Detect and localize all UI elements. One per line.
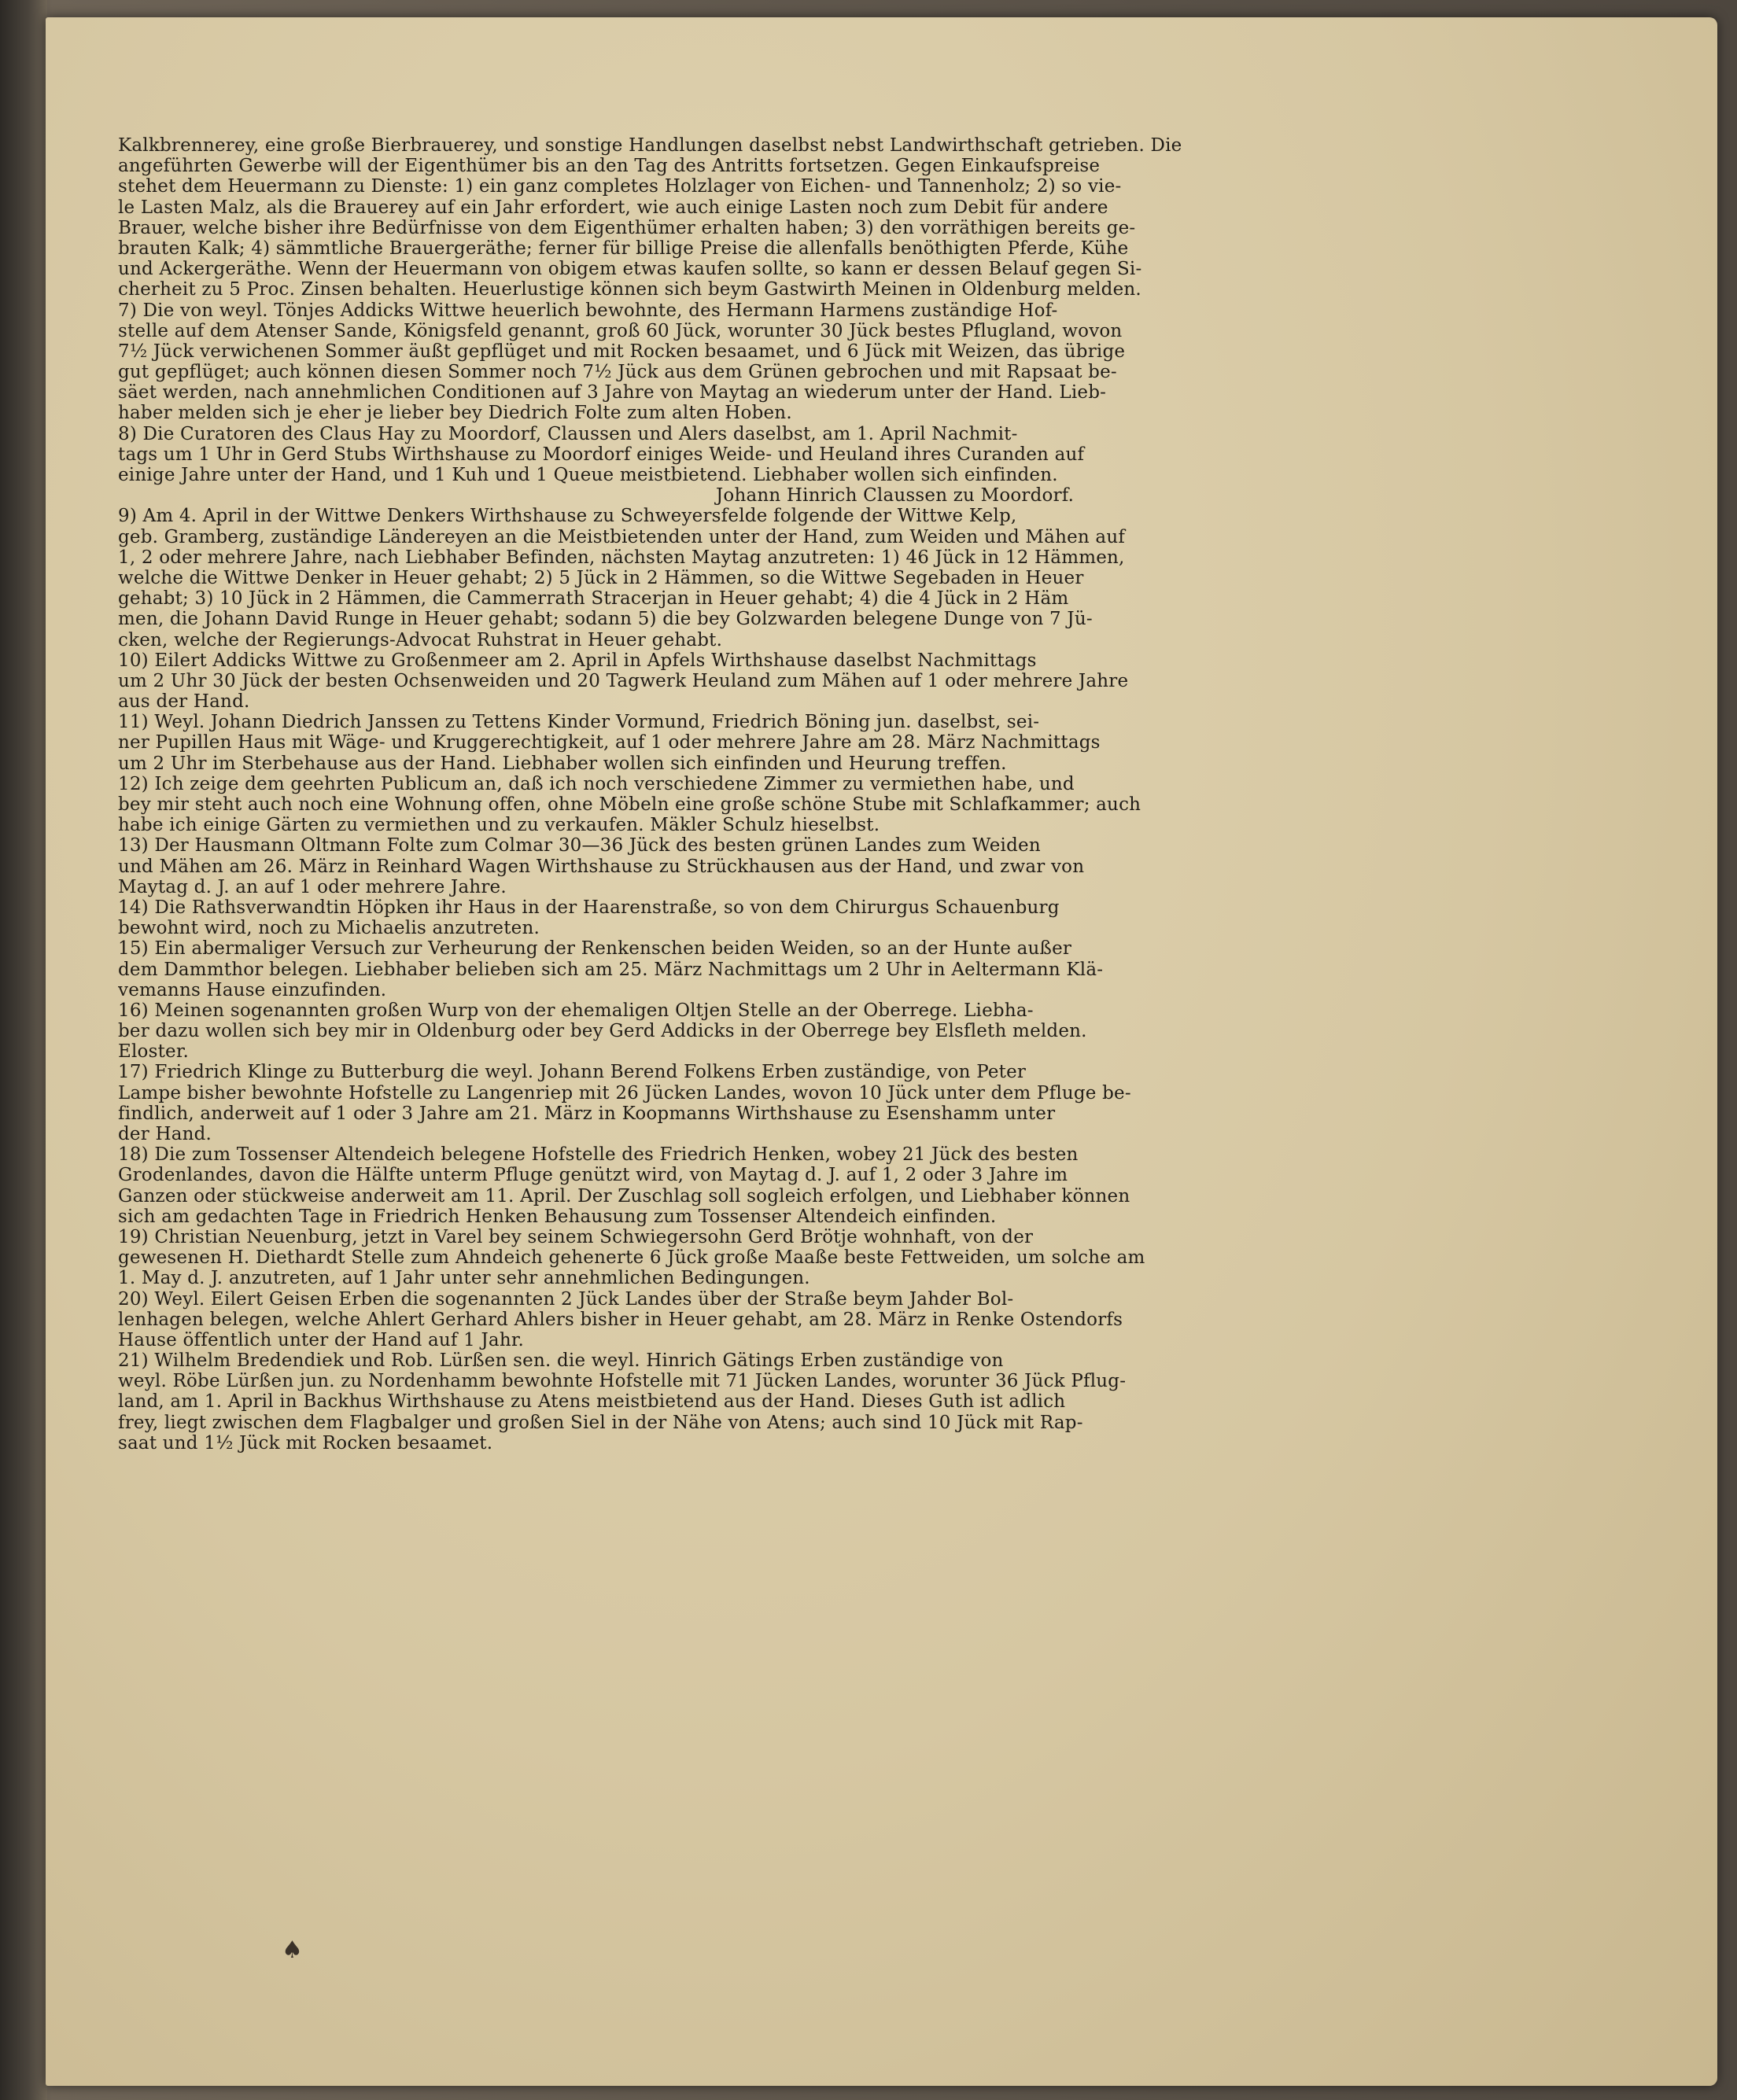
text-line: bey mir steht auch noch eine Wohnung offen, ohne Möbeln eine große schöne Stube mit Schlafkammer; auch [118,794,1141,815]
text-line: geb. Gramberg, zuständige Ländereyen an die Meistbietenden unter der Hand, zum Weiden und Mähen auf [118,526,1126,547]
book-gutter [0,0,47,2100]
document-page [46,17,1717,2086]
text-line: saat und 1½ Jück mit Rocken besaamet. [118,1432,493,1453]
page-mark: ♠ [282,1936,303,1964]
text-line: 7½ Jück verwichenen Sommer äußt gepflüget und mit Rocken besaamet, und 6 Jück mit Weizen, das übrige [118,341,1126,362]
text-line: und Ackergeräthe. Wenn der Heuermann von obigem etwas kaufen sollte, so kann er dessen Belauf gegen Si- [118,259,1142,280]
text-line: um 2 Uhr 30 Jück der besten Ochsenweiden und 20 Tagwerk Heuland zum Mähen auf 1 oder mehrere Jahre [118,670,1129,691]
text-line: land, am 1. April in Backhus Wirthshause zu Atens meistbietend aus der Hand. Dieses Guth ist adlich [118,1391,1066,1413]
text-line: Maytag d. J. an auf 1 oder mehrere Jahre. [118,876,507,897]
text-line: angeführten Gewerbe will der Eigenthümer bis an den Tag des Antritts fortsetzen. Gegen Einkaufspreise [118,156,1101,177]
text-line: 1. May d. J. anzutreten, auf 1 Jahr unter sehr annehmlichen Bedingungen. [118,1268,810,1289]
text-line: gehabt; 3) 10 Jück in 2 Hämmen, die Cammerrath Stracerjan in Heuer gehabt; 4) die 4 Jück in 2 Häm [118,588,1069,610]
text-line: bewohnt wird, noch zu Michaelis anzutreten. [118,918,540,939]
text-line: 15) Ein abermaliger Versuch zur Verheurung der Renkenschen beiden Weiden, so an der Hunte außer [118,938,1072,960]
text-line: 12) Ich zeige dem geehrten Publicum an, daß ich noch verschiedene Zimmer zu vermiethen habe, und [118,773,1075,794]
page-text [118,135,1640,1453]
text-line: weyl. Röbe Lürßen jun. zu Nordenhamm bewohnte Hofstelle mit 71 Jücken Landes, worunter 36 Jück Pflug- [118,1371,1127,1392]
text-line: gut gepflüget; auch können diesen Sommer noch 7½ Jück aus dem Grünen gebrochen und mit Rapsaat be- [118,362,1117,383]
text-line: Lampe bisher bewohnte Hofstelle zu Langenriep mit 26 Jücken Landes, wovon 10 Jück unter dem Pfluge be- [118,1082,1131,1103]
text-line: Eloster. [118,1041,190,1063]
text-line: sich am gedachten Tage in Friedrich Henken Behausung zum Tossenser Altendeich einfinden. [118,1206,997,1227]
text-line: Johann Hinrich Claussen zu Moordorf. [716,485,1075,507]
text-line: Brauer, welche bisher ihre Bedürfnisse von dem Eigenthümer erhalten haben; 3) den vorräthigen bereits ge- [118,217,1136,238]
text-line: cherheit zu 5 Proc. Zinsen behalten. Heuerlustige können sich beym Gastwirth Meinen in Oldenburg melden. [118,279,1141,300]
text-line: gewesenen H. Diethardt Stelle zum Ahndeich gehenerte 6 Jück große Maaße beste Fettweiden, um solche am [118,1247,1145,1269]
text-line: vemanns Hause einzufinden. [118,979,387,1000]
text-line: der Hand. [118,1124,212,1144]
text-line: ber dazu wollen sich bey mir in Oldenburg oder bey Gerd Addicks in der Oberrege bey Elsfleth melden. [118,1021,1087,1042]
text-line: einige Jahre unter der Hand, und 1 Kuh und 1 Queue meistbietend. Liebhaber wollen sich einfinden. [118,465,1058,485]
text-line: säet werden, nach annehmlichen Conditionen auf 3 Jahre von Maytag an wiederum unter der Hand. Lieb- [118,382,1107,403]
text-line: 11) Weyl. Johann Diedrich Janssen zu Tettens Kinder Vormund, Friedrich Böning jun. daselbst, sei- [118,712,1040,733]
text-line: 21) Wilhelm Bredendiek und Rob. Lürßen sen. die weyl. Hinrich Gätings Erben zuständige von [118,1350,1004,1372]
text-line: welche die Wittwe Denker in Heuer gehabt; 2) 5 Jück in 2 Hämmen, so die Wittwe Segebaden in Heuer [118,567,1084,588]
text-line: stelle auf dem Atenser Sande, Königsfeld genannt, groß 60 Jück, worunter 30 Jück bestes Pflugland, wovon [118,320,1123,341]
text-line: Hause öffentlich unter der Hand auf 1 Jahr. [118,1329,525,1350]
text-line: 1, 2 oder mehrere Jahre, nach Liebhaber Befinden, nächsten Maytag anzutreten: 1) 46 Jück in 12 Hämmen, [118,547,1125,568]
text-line: 16) Meinen sogenannten großen Wurp von der ehemaligen Oltjen Stelle an der Oberrege. Liebha- [118,1000,1034,1021]
text-line: Grodenlandes, davon die Hälfte unterm Pfluge genützt wird, von Maytag d. J. auf 1, 2 oder 3 Jahre im [118,1165,1068,1186]
text-line: Kalkbrennerey, eine große Bierbrauerey, und sonstige Handlungen daselbst nebst Landwirthschaft getrieben. Die [118,135,1182,156]
text-line: 10) Eilert Addicks Wittwe zu Großenmeer am 2. April in Apfels Wirthshause daselbst Nachmittags [118,650,1037,671]
text-line: aus der Hand. [118,691,250,713]
text-line: brauten Kalk; 4) sämmtliche Brauergeräthe; ferner für billige Preise die allenfalls benöthigten Pferde, Kühe [118,238,1129,259]
text-line: um 2 Uhr im Sterbehause aus der Hand. Liebhaber wollen sich einfinden und Heurung treffen. [118,753,1007,774]
text-line: frey, liegt zwischen dem Flagbalger und großen Siel in der Nähe von Atens; auch sind 10 Jück mit Rap- [118,1412,1083,1433]
text-line: 7) Die von weyl. Tönjes Addicks Wittwe heuerlich bewohnte, des Hermann Harmens zuständige Hof- [118,300,1058,321]
text-line: lenhagen belegen, welche Ahlert Gerhard Ahlers bisher in Heuer gehabt, am 28. März in Renke Ostendorfs [118,1309,1123,1330]
text-line: 19) Christian Neuenburg, jetzt in Varel bey seinem Schwiegersohn Gerd Brötje wohnhaft, von der [118,1226,1034,1247]
text-line: haber melden sich je eher je lieber bey Diedrich Folte zum alten Hoben. [118,403,792,424]
text-line: 20) Weyl. Eilert Geisen Erben die sogenannten 2 Jück Landes über der Straße beym Jahder Bol- [118,1288,1014,1310]
text-line: stehet dem Heuermann zu Dienste: 1) ein ganz completes Holzlager von Eichen- und Tannenholz; 2) so vie- [118,176,1122,197]
text-line: 13) Der Hausmann Oltmann Folte zum Colmar 30—36 Jück des besten grünen Landes zum Weiden [118,835,1041,857]
text-line: le Lasten Malz, als die Brauerey auf ein Jahr erfordert, wie auch einige Lasten noch zum Debit für andere [118,197,1108,218]
text-line: Ganzen oder stückweise anderweit am 11. April. Der Zuschlag soll sogleich erfolgen, und Liebhaber können [118,1185,1130,1207]
text-line: ner Pupillen Haus mit Wäge- und Kruggerechtigkeit, auf 1 oder mehrere Jahre am 28. März Nachmittags [118,732,1101,753]
text-line: 9) Am 4. April in der Wittwe Denkers Wirthshause zu Schweyersfelde folgende der Wittwe Kelp, [118,506,1017,527]
text-line: 14) Die Rathsverwandtin Höpken ihr Haus in der Haarenstraße, so von dem Chirurgus Schauenburg [118,897,1060,918]
text-line: 8) Die Curatoren des Claus Hay zu Moordorf, Claussen und Alers daselbst, am 1. April Nachmit- [118,423,1018,444]
text-line: men, die Johann David Runge in Heuer gehabt; sodann 5) die bey Golzwarden belegene Dunge von 7 Jü- [118,609,1093,630]
text-line: 18) Die zum Tossenser Altendeich belegene Hofstelle des Friedrich Henken, wobey 21 Jück des besten [118,1144,1079,1166]
text-line: tags um 1 Uhr in Gerd Stubs Wirthshause zu Moordorf einiges Weide- und Heuland ihres Curanden auf [118,444,1085,465]
text-line: habe ich einige Gärten zu vermiethen und zu verkaufen. Mäkler Schulz hieselbst. [118,815,880,836]
text-line: 17) Friedrich Klinge zu Butterburg die weyl. Johann Berend Folkens Erben zuständige, von Peter [118,1062,1027,1083]
text-line: dem Dammthor belegen. Liebhaber belieben sich am 25. März Nachmittags um 2 Uhr in Aeltermann Klä- [118,959,1104,980]
text-line: findlich, anderweit auf 1 oder 3 Jahre am 21. März in Koopmanns Wirthshause zu Esenshamm unter [118,1103,1056,1124]
text-line: cken, welche der Regierungs-Advocat Ruhstrat in Heuer gehabt. [118,629,723,650]
text-line: und Mähen am 26. März in Reinhard Wagen Wirthshause zu Strückhausen aus der Hand, und zwar von [118,856,1085,877]
